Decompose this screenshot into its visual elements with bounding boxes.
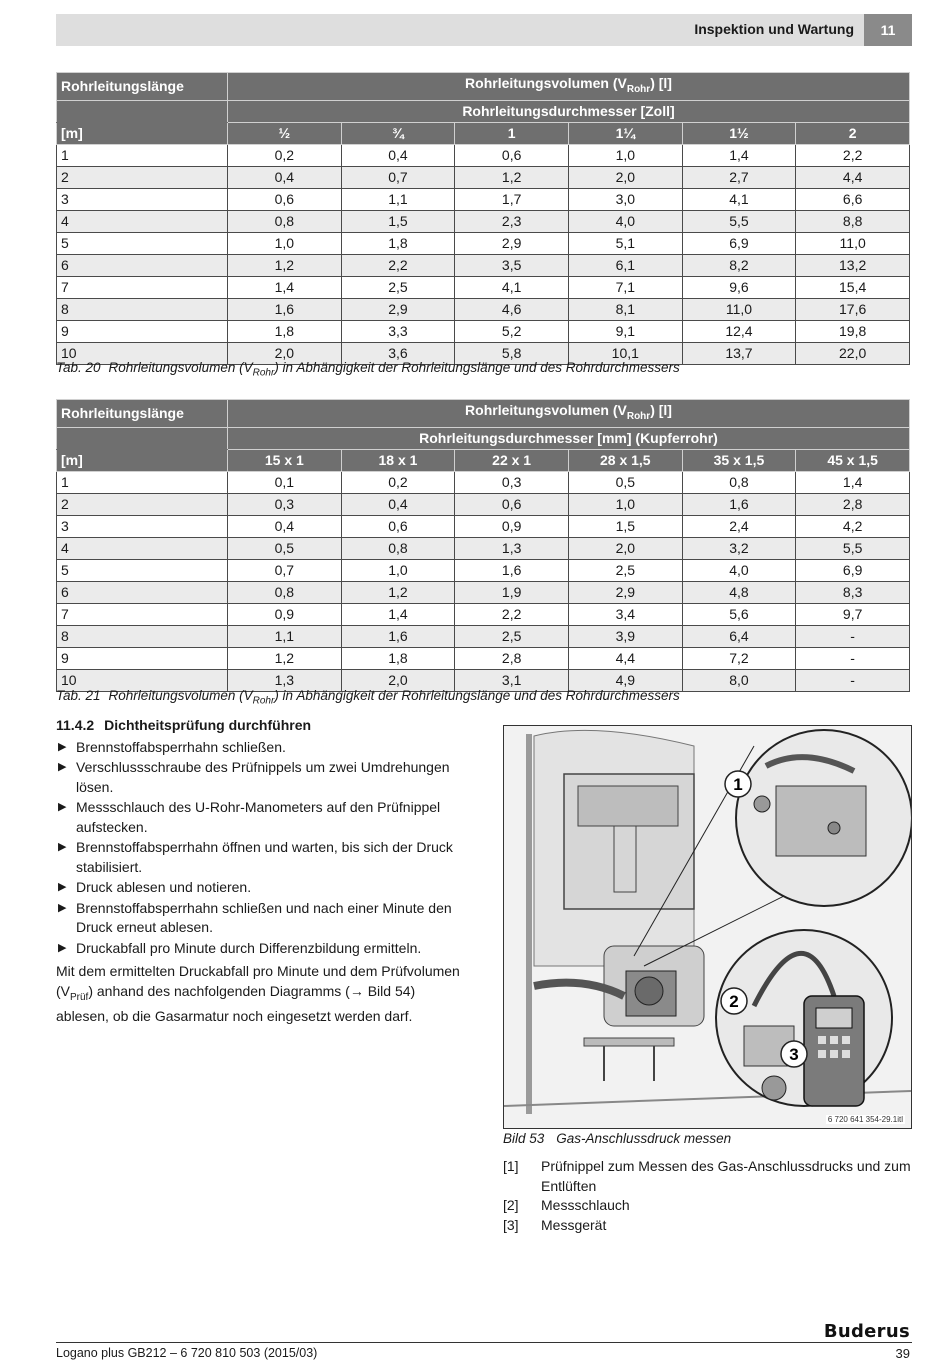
volume-cell: 0,8 bbox=[682, 471, 796, 493]
volume-cell: 1,5 bbox=[341, 210, 455, 232]
volume-cell: 13,7 bbox=[682, 342, 796, 364]
volume-cell: 10,1 bbox=[568, 342, 682, 364]
volume-cell: 1,1 bbox=[228, 625, 342, 647]
row-length-cell: 10 bbox=[57, 342, 228, 364]
table-row bbox=[57, 298, 910, 320]
volume-cell: 6,9 bbox=[796, 559, 910, 581]
volume-cell: 8,3 bbox=[796, 581, 910, 603]
volume-cell: 2,8 bbox=[796, 493, 910, 515]
figure-caption: Bild 53 Gas-Anschlussdruck messen bbox=[503, 1131, 732, 1146]
volume-cell: 1,8 bbox=[341, 647, 455, 669]
volume-cell: 1,3 bbox=[455, 537, 569, 559]
volume-cell: 9,7 bbox=[796, 603, 910, 625]
bullet-arrow-icon: ▶ bbox=[58, 801, 67, 813]
step-item bbox=[56, 798, 471, 837]
col-header-length: Rohrleitungslänge bbox=[57, 400, 228, 428]
legend-text: Prüfnippel zum Messen des Gas-Anschlussdrucks und zum Entlüften bbox=[541, 1158, 911, 1194]
volume-cell: 1,4 bbox=[341, 603, 455, 625]
group-header: Rohrleitungsvolumen $(V_{Rohr})$ [l] bbox=[228, 73, 910, 101]
header-bar bbox=[56, 14, 912, 46]
step-text: Verschlussschraube des Prüfnippels um zwei Umdrehungen lösen. bbox=[76, 759, 450, 795]
row-length-cell: 3 bbox=[57, 515, 228, 537]
row-length-cell: 9 bbox=[57, 647, 228, 669]
step-text: Messschlauch des U-Rohr-Manometers auf den Prüfnippel aufstecken. bbox=[76, 799, 441, 835]
table-row bbox=[57, 471, 910, 493]
leak-test-section bbox=[56, 716, 471, 1026]
footer-document-id: Logano plus GB212 – 6 720 810 503 (2015/03) bbox=[56, 1346, 318, 1360]
volume-cell: - bbox=[796, 669, 910, 691]
step-text: Brennstoffabsperrhahn schließen. bbox=[76, 738, 286, 755]
volume-cell: 0,5 bbox=[228, 537, 342, 559]
table-row bbox=[57, 537, 910, 559]
pipe-volume-table-inch bbox=[56, 72, 910, 365]
volume-cell: 0,9 bbox=[455, 515, 569, 537]
row-length-cell: 7 bbox=[57, 276, 228, 298]
volume-cell: 6,4 bbox=[682, 625, 796, 647]
volume-cell: 5,8 bbox=[455, 342, 569, 364]
volume-cell: 1,4 bbox=[796, 471, 910, 493]
legend-item bbox=[503, 1196, 913, 1216]
volume-cell: 2,7 bbox=[682, 166, 796, 188]
volume-cell: 11,0 bbox=[796, 232, 910, 254]
row-length-cell: 4 bbox=[57, 537, 228, 559]
row-length-cell: 8 bbox=[57, 298, 228, 320]
table-row bbox=[57, 276, 910, 298]
table-row bbox=[57, 188, 910, 210]
callout-2: 2 bbox=[729, 992, 739, 1011]
col-header-unit: [m] bbox=[57, 122, 228, 144]
legend-text: Messschlauch bbox=[541, 1197, 630, 1213]
volume-cell: 1,0 bbox=[568, 144, 682, 166]
row-length-cell: 3 bbox=[57, 188, 228, 210]
volume-cell: 5,5 bbox=[682, 210, 796, 232]
col-header: ¾ bbox=[341, 122, 455, 144]
volume-cell: 1,2 bbox=[341, 581, 455, 603]
col-header-spacer bbox=[57, 427, 228, 449]
table-row bbox=[57, 144, 910, 166]
volume-cell: 2,3 bbox=[455, 210, 569, 232]
group-header: Rohrleitungsvolumen $(V_{Rohr})$ [l] bbox=[228, 400, 910, 428]
volume-cell: 0,8 bbox=[228, 581, 342, 603]
section-heading: 11.4.2 Dichtheitsprüfung durchführen bbox=[56, 717, 312, 733]
table-caption: Tab. 20 Rohrleitungsvolumen $(V_{Rohr})$ in Abhängigkeit der Rohrleitungslänge und des Rohrdurchmessers bbox=[56, 360, 680, 379]
volume-cell: 1,8 bbox=[228, 320, 342, 342]
volume-cell: 1,9 bbox=[455, 581, 569, 603]
table-row bbox=[57, 559, 910, 581]
volume-cell: 2,9 bbox=[568, 581, 682, 603]
volume-cell: 2,8 bbox=[455, 647, 569, 669]
step-text: Druck ablesen und notieren. bbox=[76, 879, 252, 895]
volume-cell: 17,6 bbox=[796, 298, 910, 320]
bullet-arrow-icon: ▶ bbox=[58, 761, 67, 773]
volume-cell: 4,0 bbox=[568, 210, 682, 232]
volume-cell: 7,2 bbox=[682, 647, 796, 669]
volume-cell: 6,9 bbox=[682, 232, 796, 254]
volume-cell: 0,1 bbox=[228, 471, 342, 493]
boiler-illustration bbox=[504, 726, 911, 1128]
bullet-arrow-icon: ▶ bbox=[58, 941, 67, 954]
volume-cell: 2,4 bbox=[682, 515, 796, 537]
volume-cell: 3,5 bbox=[455, 254, 569, 276]
volume-cell: 0,6 bbox=[341, 515, 455, 537]
volume-cell: 13,2 bbox=[796, 254, 910, 276]
legend-text: Messgerät bbox=[541, 1216, 607, 1233]
step-list bbox=[56, 738, 471, 959]
volume-cell: 1,4 bbox=[228, 276, 342, 298]
volume-cell: 1,2 bbox=[455, 166, 569, 188]
table-row bbox=[57, 210, 910, 232]
volume-cell: 3,0 bbox=[568, 188, 682, 210]
volume-cell: 19,8 bbox=[796, 320, 910, 342]
step-item bbox=[56, 758, 471, 797]
step-text: Druckabfall pro Minute durch Differenzbildung ermitteln. bbox=[76, 939, 422, 956]
step-text: Brennstoffabsperrhahn schließen und nach einer Minute den Druck erneut ablesen. bbox=[76, 899, 452, 935]
volume-cell: 0,8 bbox=[341, 537, 455, 559]
page-number: 39 bbox=[895, 1346, 910, 1361]
volume-cell: 8,0 bbox=[682, 669, 796, 691]
table-row bbox=[57, 603, 910, 625]
volume-cell: 0,6 bbox=[455, 493, 569, 515]
volume-cell: - bbox=[796, 647, 910, 669]
volume-cell: 22,0 bbox=[796, 342, 910, 364]
bullet-arrow-icon: ▶ bbox=[58, 740, 67, 753]
step-item bbox=[56, 738, 471, 758]
volume-cell: 1,1 bbox=[341, 188, 455, 210]
volume-cell: 1,6 bbox=[455, 559, 569, 581]
volume-cell: 9,6 bbox=[682, 276, 796, 298]
row-length-cell: 1 bbox=[57, 471, 228, 493]
legend-item bbox=[503, 1216, 913, 1236]
volume-cell: 4,6 bbox=[455, 298, 569, 320]
volume-cell: 0,9 bbox=[228, 603, 342, 625]
col-header: 18 x 1 bbox=[341, 449, 455, 471]
volume-cell: 2,9 bbox=[455, 232, 569, 254]
col-header: 15 x 1 bbox=[228, 449, 342, 471]
row-length-cell: 1 bbox=[57, 144, 228, 166]
volume-cell: 3,6 bbox=[341, 342, 455, 364]
step-text: Brennstoffabsperrhahn öffnen und warten, bis sich der Druck stabilisiert. bbox=[76, 839, 453, 875]
row-length-cell: 2 bbox=[57, 166, 228, 188]
volume-cell: 0,8 bbox=[228, 210, 342, 232]
volume-cell: 1,5 bbox=[568, 515, 682, 537]
bullet-arrow-icon: ▶ bbox=[58, 901, 67, 914]
figure-legend bbox=[503, 1157, 913, 1235]
col-header: 28 x 1,5 bbox=[568, 449, 682, 471]
step-item bbox=[56, 939, 471, 959]
volume-cell: 5,6 bbox=[682, 603, 796, 625]
volume-cell: 3,3 bbox=[341, 320, 455, 342]
volume-cell: 11,0 bbox=[682, 298, 796, 320]
volume-cell: 0,7 bbox=[341, 166, 455, 188]
volume-cell: 5,2 bbox=[455, 320, 569, 342]
volume-cell: 1,6 bbox=[228, 298, 342, 320]
volume-cell: 1,2 bbox=[228, 254, 342, 276]
volume-cell: 2,0 bbox=[228, 342, 342, 364]
row-length-cell: 4 bbox=[57, 210, 228, 232]
volume-cell: 2,5 bbox=[568, 559, 682, 581]
pipe-volume-table-copper bbox=[56, 399, 910, 692]
col-header-unit: [m] bbox=[57, 449, 228, 471]
legend-key: [2] bbox=[503, 1197, 519, 1213]
volume-cell: 2,9 bbox=[341, 298, 455, 320]
volume-cell: 1,6 bbox=[341, 625, 455, 647]
col-header: 1 bbox=[455, 122, 569, 144]
volume-cell: 3,1 bbox=[455, 669, 569, 691]
gas-pressure-illustration bbox=[503, 725, 912, 1129]
volume-cell: 1,0 bbox=[568, 493, 682, 515]
chapter-number: 11 bbox=[864, 14, 912, 46]
volume-cell: 0,4 bbox=[228, 515, 342, 537]
volume-cell: 4,8 bbox=[682, 581, 796, 603]
volume-cell: 1,8 bbox=[341, 232, 455, 254]
callout-3: 3 bbox=[789, 1045, 799, 1064]
bullet-arrow-icon: ▶ bbox=[58, 841, 67, 853]
table-row bbox=[57, 254, 910, 276]
volume-cell: 0,6 bbox=[228, 188, 342, 210]
volume-cell: 7,1 bbox=[568, 276, 682, 298]
volume-cell: 6,6 bbox=[796, 188, 910, 210]
table-row bbox=[57, 166, 910, 188]
sub-header: Rohrleitungsdurchmesser [Zoll] bbox=[228, 100, 910, 122]
table-row bbox=[57, 320, 910, 342]
volume-cell: 2,2 bbox=[455, 603, 569, 625]
col-header: 1¼ bbox=[568, 122, 682, 144]
volume-cell: 2,0 bbox=[341, 669, 455, 691]
volume-cell: 2,0 bbox=[568, 537, 682, 559]
row-length-cell: 8 bbox=[57, 625, 228, 647]
brand-logo: Buderus bbox=[823, 1321, 910, 1342]
volume-cell: 2,0 bbox=[568, 166, 682, 188]
volume-cell: - bbox=[796, 625, 910, 647]
volume-cell: 15,4 bbox=[796, 276, 910, 298]
section-paragraph: Mit dem ermittelten Druckabfall pro Minute und dem Prüfvolumen $(V_{Prüf})$ anhand des nachfolgenden Diagramms (→ Bild 54) ablesen, ob die Gasarmatur noch eingesetzt werden darf. bbox=[56, 963, 460, 1024]
volume-cell: 0,3 bbox=[228, 493, 342, 515]
table-row bbox=[57, 232, 910, 254]
volume-cell: 4,1 bbox=[682, 188, 796, 210]
legend-key: [1] bbox=[503, 1158, 519, 1174]
step-item bbox=[56, 878, 471, 898]
volume-cell: 8,2 bbox=[682, 254, 796, 276]
volume-cell: 0,4 bbox=[228, 166, 342, 188]
row-length-cell: 5 bbox=[57, 559, 228, 581]
volume-cell: 1,6 bbox=[682, 493, 796, 515]
col-header: 45 x 1,5 bbox=[796, 449, 910, 471]
volume-cell: 1,3 bbox=[228, 669, 342, 691]
volume-cell: 8,8 bbox=[796, 210, 910, 232]
volume-cell: 1,0 bbox=[341, 559, 455, 581]
volume-cell: 1,2 bbox=[228, 647, 342, 669]
volume-cell: 1,4 bbox=[682, 144, 796, 166]
volume-cell: 4,4 bbox=[796, 166, 910, 188]
col-header: 22 x 1 bbox=[455, 449, 569, 471]
volume-cell: 3,9 bbox=[568, 625, 682, 647]
volume-cell: 12,4 bbox=[682, 320, 796, 342]
col-header: 35 x 1,5 bbox=[682, 449, 796, 471]
volume-cell: 0,3 bbox=[455, 471, 569, 493]
row-length-cell: 6 bbox=[57, 254, 228, 276]
table-caption: Tab. 21 Rohrleitungsvolumen $(V_{Rohr})$ in Abhängigkeit der Rohrleitungslänge und des Rohrdurchmessers bbox=[56, 688, 680, 707]
row-length-cell: 6 bbox=[57, 581, 228, 603]
volume-cell: 3,4 bbox=[568, 603, 682, 625]
legend-item bbox=[503, 1157, 913, 1196]
volume-cell: 0,4 bbox=[341, 144, 455, 166]
row-length-cell: 5 bbox=[57, 232, 228, 254]
col-header-spacer bbox=[57, 100, 228, 122]
volume-cell: 6,1 bbox=[568, 254, 682, 276]
table-row bbox=[57, 581, 910, 603]
volume-cell: 4,2 bbox=[796, 515, 910, 537]
legend-key: [3] bbox=[503, 1216, 519, 1233]
col-header: ½ bbox=[228, 122, 342, 144]
volume-cell: 9,1 bbox=[568, 320, 682, 342]
callout-1: 1 bbox=[733, 775, 743, 794]
volume-cell: 2,2 bbox=[796, 144, 910, 166]
volume-cell: 1,7 bbox=[455, 188, 569, 210]
row-length-cell: 10 bbox=[57, 669, 228, 691]
col-header-length: Rohrleitungslänge bbox=[57, 73, 228, 101]
volume-cell: 0,5 bbox=[568, 471, 682, 493]
figure-reference: 6 720 641 354-29.1itl bbox=[827, 1115, 903, 1124]
table-row bbox=[57, 515, 910, 537]
volume-cell: 2,5 bbox=[341, 276, 455, 298]
row-length-cell: 9 bbox=[57, 320, 228, 342]
volume-cell: 2,2 bbox=[341, 254, 455, 276]
bullet-arrow-icon: ▶ bbox=[58, 881, 67, 893]
volume-cell: 3,2 bbox=[682, 537, 796, 559]
volume-cell: 0,4 bbox=[341, 493, 455, 515]
volume-cell: 0,6 bbox=[455, 144, 569, 166]
volume-cell: 5,5 bbox=[796, 537, 910, 559]
volume-cell: 2,5 bbox=[455, 625, 569, 647]
step-item bbox=[56, 899, 471, 938]
sub-header: Rohrleitungsdurchmesser [mm] (Kupferrohr) bbox=[228, 427, 910, 449]
volume-cell: 8,1 bbox=[568, 298, 682, 320]
row-length-cell: 7 bbox=[57, 603, 228, 625]
volume-cell: 5,1 bbox=[568, 232, 682, 254]
step-item bbox=[56, 838, 471, 877]
volume-cell: 0,2 bbox=[341, 471, 455, 493]
table-row bbox=[57, 647, 910, 669]
volume-cell: 0,7 bbox=[228, 559, 342, 581]
footer-rule bbox=[56, 1342, 912, 1343]
col-header: 1½ bbox=[682, 122, 796, 144]
volume-cell: 0,2 bbox=[228, 144, 342, 166]
header-title: Inspektion und Wartung bbox=[694, 21, 854, 37]
table-row bbox=[57, 493, 910, 515]
volume-cell: 4,1 bbox=[455, 276, 569, 298]
row-length-cell: 2 bbox=[57, 493, 228, 515]
volume-cell: 4,0 bbox=[682, 559, 796, 581]
volume-cell: 4,9 bbox=[568, 669, 682, 691]
volume-cell: 1,0 bbox=[228, 232, 342, 254]
col-header: 2 bbox=[796, 122, 910, 144]
table-row bbox=[57, 625, 910, 647]
volume-cell: 4,4 bbox=[568, 647, 682, 669]
